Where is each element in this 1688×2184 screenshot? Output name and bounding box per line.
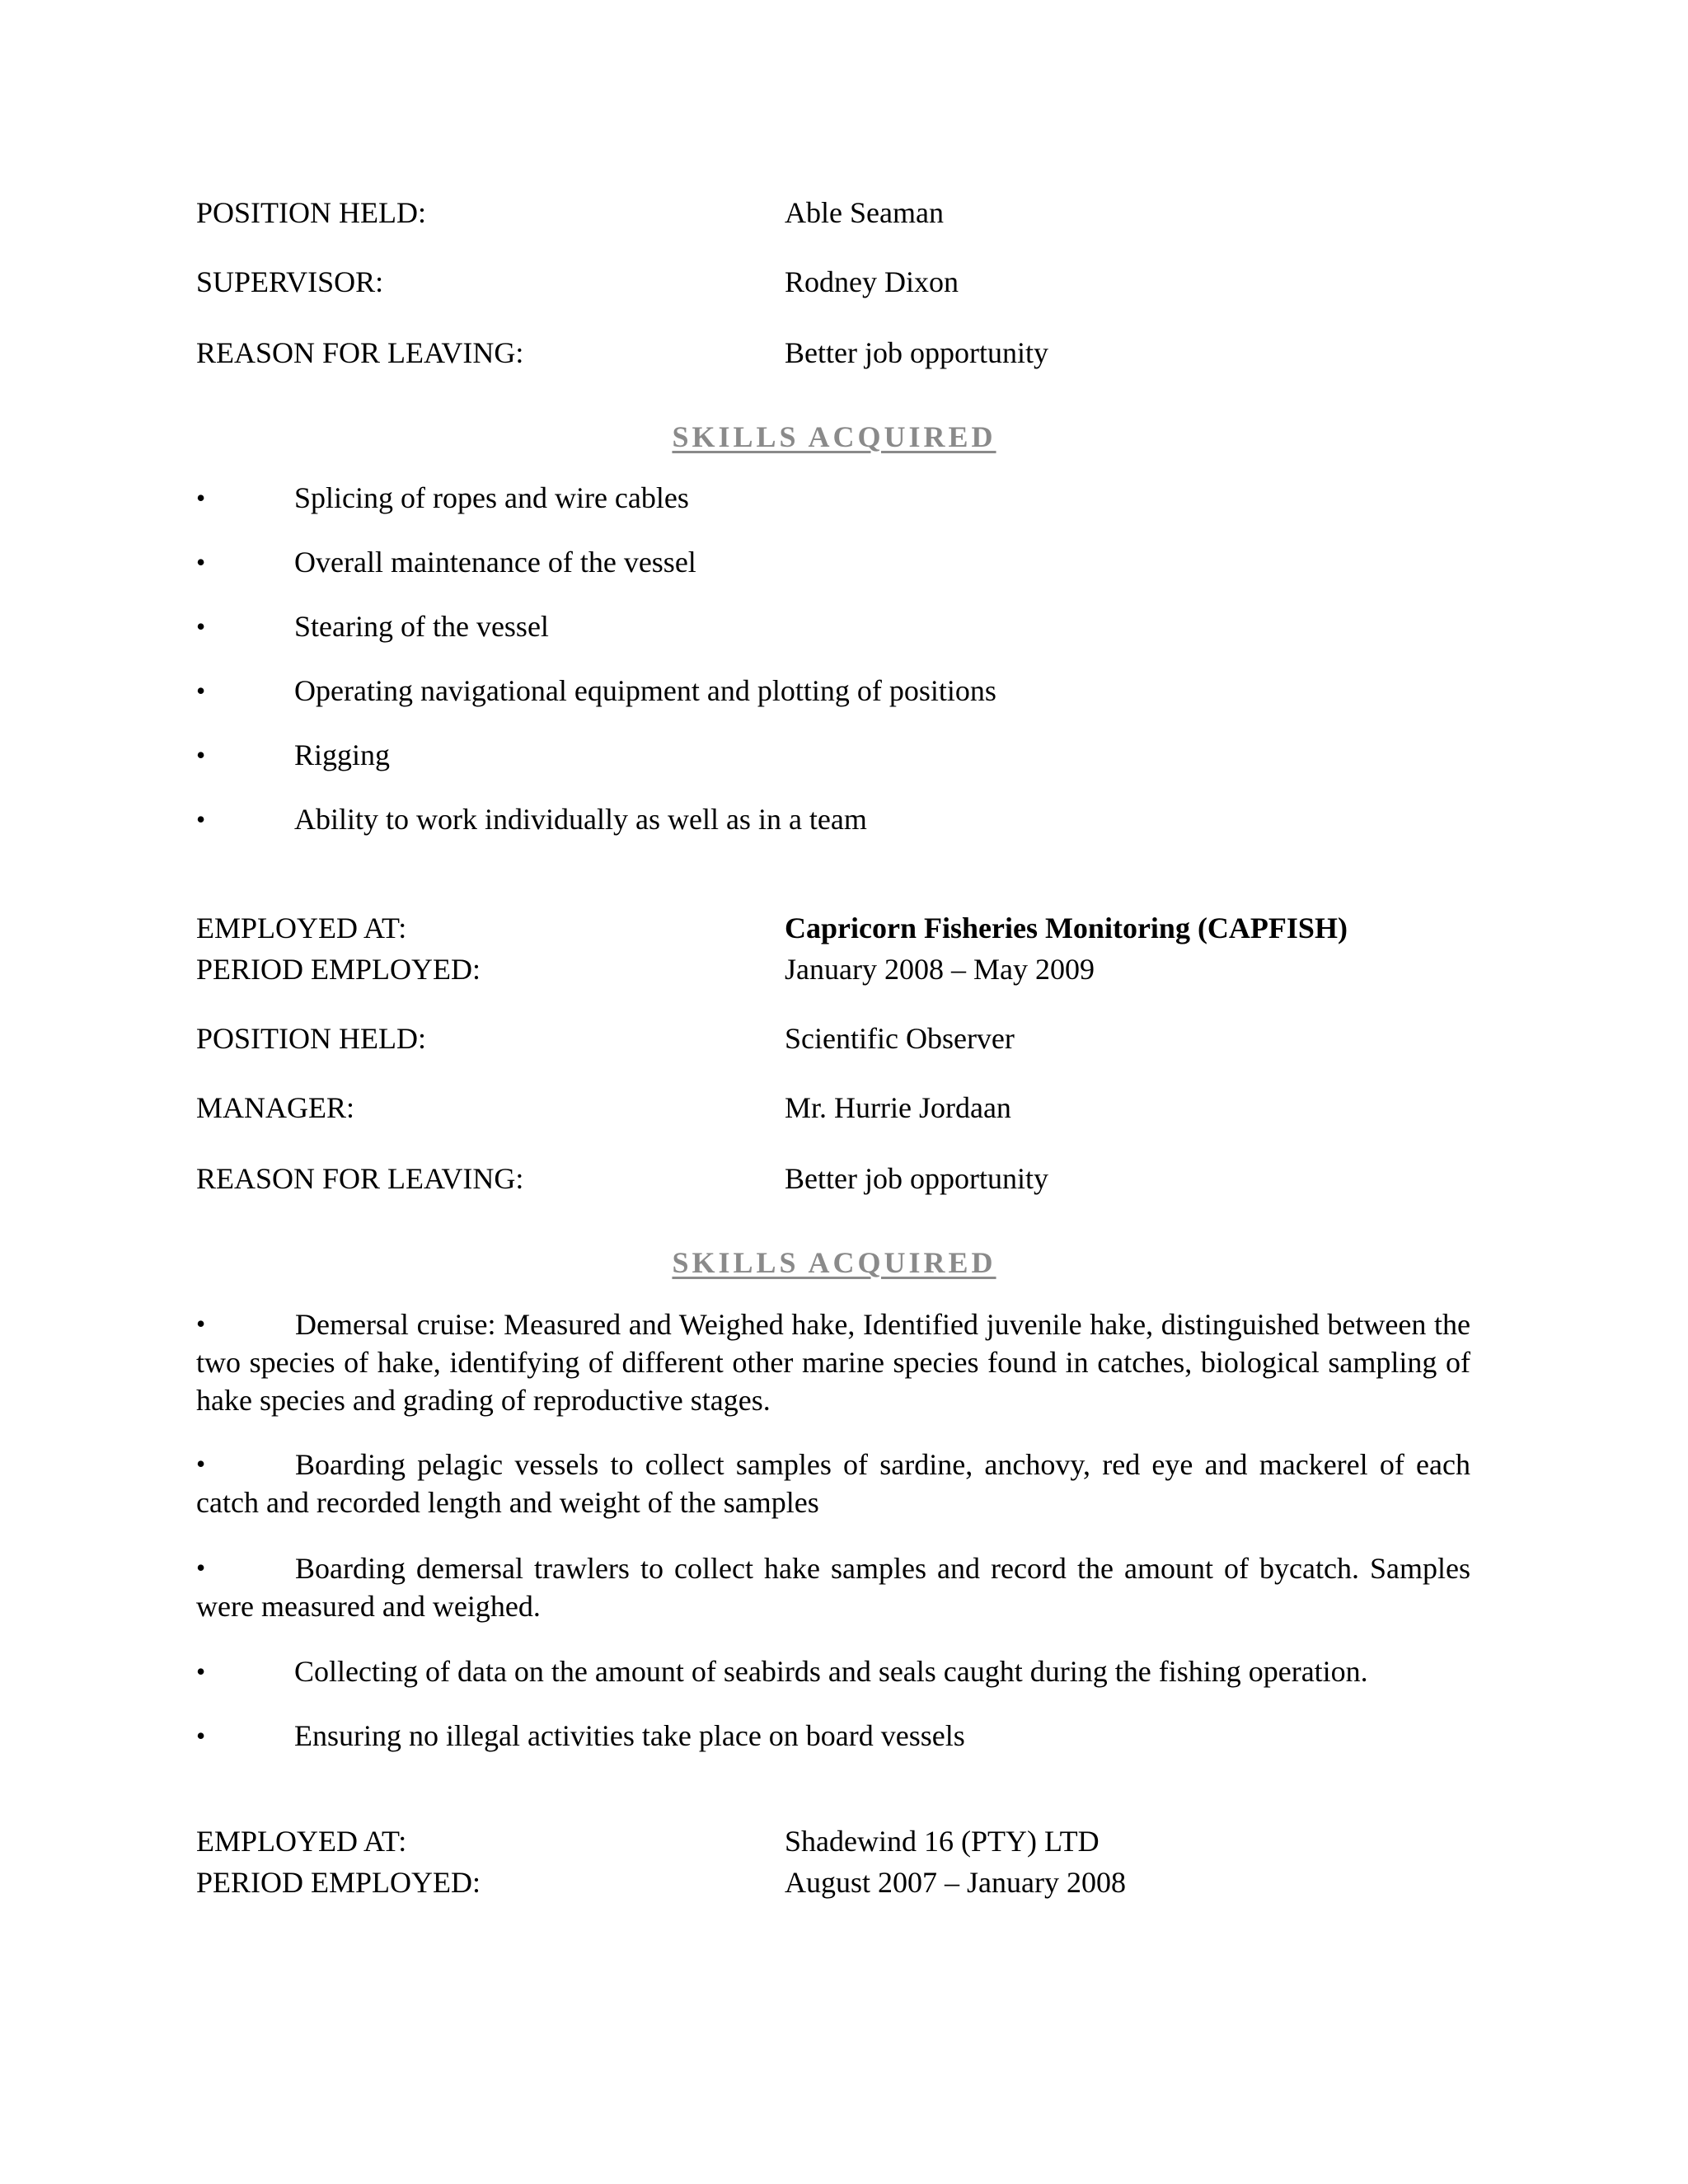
supervisor-label: SUPERVISOR:: [196, 265, 384, 298]
employed-at-label: EMPLOYED AT:: [196, 912, 407, 944]
bullet-icon: •: [196, 676, 206, 705]
skill-paragraph: [196, 1305, 1470, 1419]
skill-item: Rigging: [294, 738, 391, 771]
skill-paragraph: [196, 1549, 1470, 1625]
bullet-icon: •: [196, 547, 206, 577]
skill-paragraph: [196, 1446, 1470, 1521]
skills-acquired-heading: SKILLS ACQUIRED: [672, 420, 996, 453]
period-employed-label: PERIOD EMPLOYED:: [196, 953, 481, 986]
period-employed-value: January 2008 – May 2009: [785, 953, 1095, 986]
bullet-icon: •: [196, 1553, 206, 1582]
skill-item: Collecting of data on the amount of seabirds and seals caught during the fishing operation.: [294, 1655, 1368, 1688]
position-held-label: POSITION HELD:: [196, 196, 426, 229]
manager-label: MANAGER:: [196, 1091, 355, 1124]
skill-item: Stearing of the vessel: [294, 610, 549, 643]
bullet-icon: •: [196, 740, 206, 770]
skill-item: Ability to work individually as well as in a team: [294, 803, 867, 836]
employed-at-value: Shadewind 16 (PTY) LTD: [785, 1825, 1100, 1858]
employed-at-label: EMPLOYED AT:: [196, 1825, 407, 1858]
period-employed-label: PERIOD EMPLOYED:: [196, 1866, 481, 1899]
bullet-icon: •: [196, 804, 206, 834]
manager-value: Mr. Hurrie Jordaan: [785, 1091, 1011, 1124]
skill-item: Overall maintenance of the vessel: [294, 546, 696, 579]
reason-for-leaving-label: REASON FOR LEAVING:: [196, 336, 524, 369]
skill-item: Ensuring no illegal activities take place on board vessels: [294, 1719, 965, 1752]
bullet-icon: •: [196, 1721, 206, 1750]
position-held-label: POSITION HELD:: [196, 1022, 426, 1055]
skill-item: Splicing of ropes and wire cables: [294, 481, 689, 514]
bullet-icon: •: [196, 612, 206, 641]
skill-item: Operating navigational equipment and plotting of positions: [294, 674, 996, 707]
bullet-icon: •: [196, 1657, 206, 1686]
skill-item: Demersal cruise: Measured and Weighed hake, Identified juvenile hake, distinguished between the two species of hake, identifying of different other marine species found in catches, biological sampling of hake species and grading of reproductive stages.: [196, 1308, 1470, 1417]
reason-for-leaving-value: Better job opportunity: [785, 336, 1048, 369]
skill-item: Boarding demersal trawlers to collect hake samples and record the amount of bycatch. Samples were measured and weighed.: [196, 1552, 1470, 1623]
employed-at-value: Capricorn Fisheries Monitoring (CAPFISH): [785, 912, 1348, 944]
bullet-icon: •: [196, 483, 206, 513]
skill-item: Boarding pelagic vessels to collect samples of sardine, anchovy, red eye and mackerel of each catch and recorded length and weight of the samples: [196, 1448, 1470, 1519]
position-held-value: Scientific Observer: [785, 1022, 1015, 1055]
supervisor-value: Rodney Dixon: [785, 265, 959, 298]
bullet-icon: •: [196, 1449, 206, 1479]
reason-for-leaving-value: Better job opportunity: [785, 1162, 1048, 1195]
reason-for-leaving-label: REASON FOR LEAVING:: [196, 1162, 524, 1195]
skills-acquired-heading: SKILLS ACQUIRED: [672, 1246, 996, 1279]
period-employed-value: August 2007 – January 2008: [785, 1866, 1126, 1899]
position-held-value: Able Seaman: [785, 196, 944, 229]
bullet-icon: •: [196, 1309, 206, 1338]
